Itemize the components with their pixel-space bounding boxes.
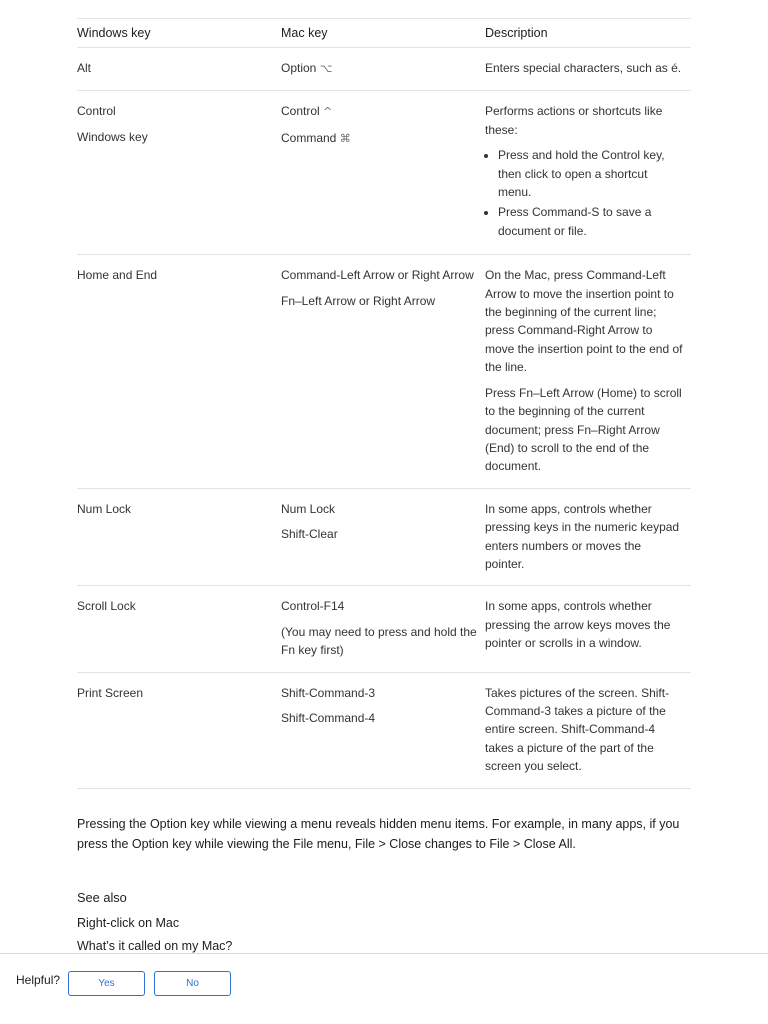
header-windows-key: Windows key: [77, 19, 281, 48]
mac-key-entry: [281, 500, 477, 518]
windows-key-text: Control: [77, 104, 116, 119]
description-cell: [485, 48, 691, 91]
mac-key-entry: [281, 525, 477, 543]
list-item: • Press and hold the Control key, then click to open a shortcut menu.: [498, 146, 683, 201]
table-row: [77, 255, 691, 488]
mac-key-entry: [281, 129, 477, 148]
mac-key-entry: [281, 266, 477, 284]
table-row: [77, 586, 691, 672]
mac-key-text: Option: [281, 61, 317, 75]
table-header-row: [77, 19, 691, 48]
windows-key-text: Print Screen: [77, 685, 144, 700]
windows-key-text: Alt: [77, 61, 92, 75]
windows-key-cell: [77, 255, 281, 488]
mac-key-cell: [281, 91, 485, 255]
description-text: Takes pictures of the screen. Shift-Command-3 takes a picture of the entire screen. Shift-Command-4 takes a picture of the part of the screen you select.: [485, 685, 670, 774]
key-equivalents-table: [77, 18, 691, 789]
mac-key-text: Shift-Command-4: [281, 710, 376, 725]
helpful-label: Helpful?: [16, 973, 61, 987]
description-text: On the Mac, press Command-Left Arrow to move the insertion point to the beginning of the current line; press Command-Right Arrow to move the insertion point to the end of the line.: [485, 268, 683, 375]
feedback-bar: [0, 953, 768, 1024]
windows-key-text: Windows key: [77, 129, 148, 144]
mac-key-entry: [281, 684, 477, 702]
mac-key-entry: [281, 709, 477, 727]
option-key-note: Pressing the Option key while viewing a menu reveals hidden menu items. For example, in many apps, if you press the Option key while viewing the File menu, File > Close changes to File > Close All.: [77, 816, 680, 851]
see-also-title: See also: [77, 889, 127, 905]
mac-key-cell: [281, 488, 485, 586]
mac-key-text: Fn–Left Arrow or Right Arrow: [281, 293, 436, 308]
description-text: In some apps, controls whether pressing the arrow keys moves the pointer or scrolls in a window.: [485, 599, 671, 651]
mac-key-text: (You may need to press and hold the Fn key first): [281, 624, 477, 658]
mac-key-text: Command: [281, 130, 337, 145]
description-text: Enters special characters, such as é.: [485, 61, 682, 75]
windows-key-text: Home and End: [77, 268, 158, 283]
mac-key-text: Shift-Clear: [281, 527, 338, 542]
header-mac-key: Mac key: [281, 19, 485, 48]
windows-key-cell: [77, 672, 281, 788]
header-description: Description: [485, 19, 691, 48]
description-cell: [485, 255, 691, 488]
see-also-link-right-click[interactable]: Right-click on Mac: [77, 915, 180, 930]
mac-key-text: Shift-Command-3: [281, 685, 376, 700]
mac-key-text: Control-F14: [281, 599, 345, 614]
description-text: In some apps, controls whether pressing keys in the numeric keypad enters numbers or moves the pointer.: [485, 501, 680, 571]
description-text: Performs actions or shortcuts like these:: [485, 104, 663, 137]
article-content: [77, 18, 691, 1006]
windows-key-cell: [77, 48, 281, 91]
description-bullet-list: [485, 146, 683, 240]
option-key-icon: ⌥: [319, 62, 333, 75]
control-key-icon: ^: [323, 105, 333, 119]
description-cell: [485, 91, 691, 255]
table-row: [77, 91, 691, 255]
mac-key-entry: [281, 623, 477, 660]
mac-key-cell: [281, 672, 485, 788]
windows-key-cell: [77, 488, 281, 586]
mac-key-entry: [281, 59, 477, 78]
helpful-no-button[interactable]: No: [154, 971, 231, 996]
description-text: Press Fn–Left Arrow (Home) to scroll to the beginning of the current document; press Fn–Right Arrow (End) to scroll to the end of the document.: [485, 385, 682, 474]
mac-key-text: Control: [281, 104, 320, 119]
mac-key-entry: [281, 597, 477, 615]
mac-key-entry: [281, 102, 477, 121]
mac-key-cell: [281, 48, 485, 91]
helpful-yes-button[interactable]: Yes: [68, 971, 145, 996]
description-cell: [485, 488, 691, 586]
windows-key-cell: [77, 586, 281, 672]
description-cell: [485, 586, 691, 672]
mac-key-cell: [281, 586, 485, 672]
mac-key-cell: [281, 255, 485, 488]
table-row: [77, 488, 691, 586]
see-also-link-whats-it-called[interactable]: What’s it called on my Mac?: [77, 939, 233, 954]
description-cell: [485, 672, 691, 788]
table-row: [77, 48, 691, 91]
table-row: [77, 672, 691, 788]
mac-key-text: Num Lock: [281, 501, 336, 516]
windows-key-text: Num Lock: [77, 501, 132, 516]
mac-key-entry: [281, 292, 477, 310]
list-item: • Press Command-S to save a document or file.: [498, 203, 683, 240]
mac-key-text: Command-Left Arrow or Right Arrow: [281, 268, 474, 283]
windows-key-cell: [77, 91, 281, 255]
windows-key-text: Scroll Lock: [77, 599, 136, 614]
command-key-icon: ⌘: [339, 131, 351, 145]
